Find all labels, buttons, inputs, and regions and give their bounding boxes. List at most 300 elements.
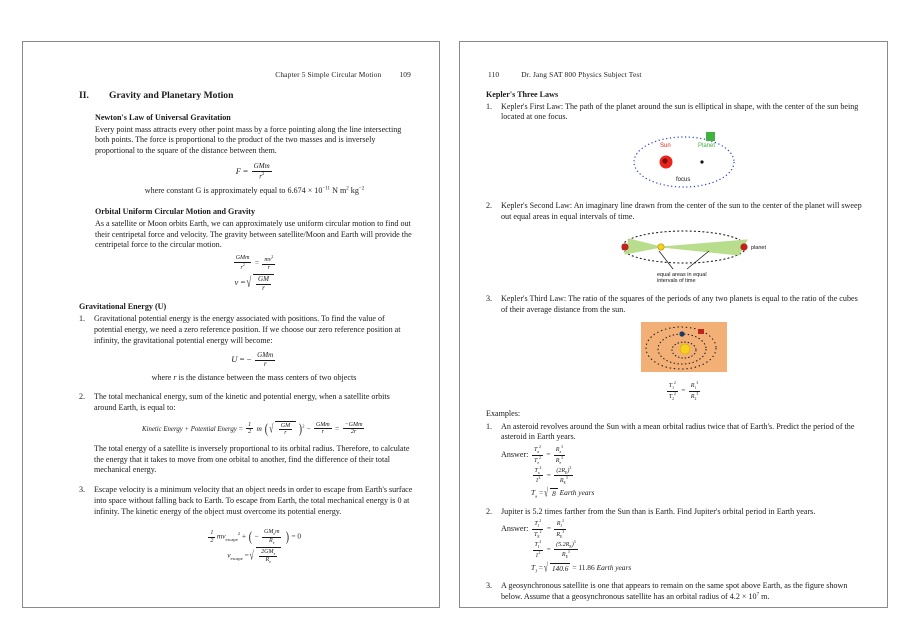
ex2c-lhs: T	[531, 562, 536, 572]
orbital-equation-2	[95, 274, 414, 292]
eq1-den2: r	[267, 264, 270, 271]
k3-t1-exp: 2	[674, 381, 676, 386]
ex1-eq2-left	[533, 466, 544, 485]
swept-area-right	[661, 240, 747, 255]
ex1-d1-var: T	[533, 457, 538, 464]
paren-exponent: 2	[302, 423, 305, 429]
ex2b-d2-exp: 3	[567, 550, 570, 555]
ev-open-paren: (	[248, 529, 252, 546]
ex1b-d1-exp: 2	[538, 476, 541, 481]
page-number-right: 110	[488, 70, 500, 79]
ex2b-d2-var: R	[561, 552, 566, 559]
orbital-block	[95, 207, 414, 292]
k3-t1-var: T	[668, 383, 673, 390]
eq-sign: =	[243, 165, 249, 176]
ev-v-sub: escape	[225, 537, 238, 543]
ev-half-num: 1	[210, 530, 214, 537]
te-t3-num: −GMm	[344, 421, 363, 428]
ev2-fraction	[259, 549, 277, 565]
list-item-number: 1.	[486, 101, 493, 111]
kepler-heading: Kepler's Three Laws	[486, 90, 559, 99]
list-item-number: 3.	[486, 580, 493, 590]
ev-den	[262, 538, 281, 545]
planet-label: planet	[750, 245, 766, 252]
ex2-n1-var: T	[534, 521, 538, 528]
ex3-text-pre: A geosynchronous satellite is one that appears to remain on the same spot above Earth, as the figure shown below. Assume that a geosynchronous satellite has an orbital radius of 4.2 × 10	[501, 580, 848, 601]
answer-label: Answer:	[501, 449, 529, 459]
note-pre: where	[151, 372, 174, 382]
newton-heading: Newton's Law of Universal Gravitation	[95, 113, 231, 122]
ev-plus: +	[241, 531, 247, 541]
ex2-d2-exp: 3	[562, 529, 565, 534]
list-item-number: 1.	[79, 314, 86, 324]
ex2b-n2	[554, 540, 577, 550]
eq1-right-fraction	[262, 255, 275, 271]
caption-post: N m	[330, 186, 347, 196]
list-item	[79, 314, 414, 383]
ex1-d1-sub: e	[537, 460, 539, 465]
eq-denominator	[252, 172, 272, 181]
ex2-d2-sub: E	[560, 534, 563, 539]
planet-red	[698, 329, 704, 334]
pe-num: GMm	[257, 351, 274, 360]
sun-body	[657, 244, 663, 250]
eq-den-var: r	[259, 171, 262, 180]
list-item-text	[501, 581, 847, 601]
list-item	[486, 507, 866, 573]
ex1-eq1-left	[532, 445, 543, 465]
ex1-d1	[532, 456, 543, 465]
ex2-eq2-sign: =	[546, 544, 551, 554]
eq1-num1: GMm	[235, 255, 250, 262]
ev-half-den: 2	[210, 537, 214, 544]
k3-t2-var: T	[668, 393, 673, 400]
te-minus: −	[306, 423, 311, 433]
ex2b-d1-var: 1	[535, 552, 539, 559]
te-eq2: =	[335, 423, 340, 433]
ev-equals-zero: = 0	[291, 531, 302, 541]
ex1b-n2-sub: E	[565, 471, 568, 476]
ev-v-exp: 2	[237, 531, 241, 537]
list-item-text: An asteroid revolves around the Sun with a mean orbital radius twice that of Earth's. Predict the period of the asteroid in Earth years.	[501, 421, 855, 442]
kepler-laws-list	[486, 102, 866, 401]
sun-body	[680, 344, 690, 354]
k3-t2	[667, 392, 678, 401]
ex1b-d2-exp: 3	[565, 476, 568, 481]
leader-line-right	[687, 251, 709, 269]
sun-core	[662, 159, 667, 164]
planet-dark	[679, 331, 684, 336]
list-item	[79, 392, 414, 476]
ex2-n1-sub: J	[537, 524, 540, 529]
figure-caption-line2: intervals of time	[656, 278, 696, 284]
ev-close-paren: )	[285, 529, 289, 546]
grav-energy-list	[79, 314, 414, 564]
ex2b-n2-sub: E	[569, 545, 572, 550]
example-2-answer-line-2	[531, 540, 866, 560]
ex2-n1-exp: 2	[539, 519, 542, 524]
ex2b-n1-exp: 2	[539, 540, 542, 545]
ex2b-n1	[533, 540, 544, 550]
te-den: r	[284, 430, 287, 437]
swept-area-left	[625, 239, 661, 254]
book-running-head: Dr. Jang SAT 800 Physics Subject Test	[521, 70, 642, 79]
kepler-second-law-svg	[599, 227, 769, 283]
list-item-number: 1.	[486, 421, 493, 431]
list-item-text: Kepler's Second Law: An imaginary line drawn from the center of the sun to the center of the planet will sweep out equal areas in equal intervals of time.	[501, 200, 862, 221]
planet-right	[740, 244, 747, 251]
ev-num-gm: GM	[264, 529, 274, 536]
ev-mass: m	[216, 531, 223, 541]
list-item	[486, 581, 866, 603]
ex2-eq2-right	[554, 540, 577, 560]
ex1b-d1	[533, 476, 544, 485]
pe-sign: =	[239, 354, 245, 365]
figure-caption-line1: equal areas in equal	[656, 272, 707, 279]
eq1-left-fraction	[234, 255, 252, 271]
eq1-den1	[234, 263, 252, 272]
ex1c-lhs: T	[531, 488, 536, 498]
escape-velocity-equation-1	[94, 529, 414, 545]
k3-t2-sub: 2	[672, 396, 675, 401]
ex1-n1	[532, 445, 543, 455]
k3-r1	[689, 381, 700, 391]
caption-exponent-2: 2	[346, 186, 349, 192]
kepler-third-law-figure	[501, 322, 866, 376]
focus-label: focus	[675, 177, 690, 184]
caption-pre: where constant G is approximately equal to 6.674 × 10	[144, 186, 323, 196]
kepler-second-law-figure	[501, 227, 866, 287]
ex2-n2-exp: 3	[561, 519, 564, 524]
example-2-answer-line-1	[501, 519, 866, 539]
k3-r2-var: R	[690, 393, 695, 400]
half-num: 1	[248, 421, 252, 428]
ex2-eq1-right	[554, 519, 566, 539]
ev2-sqrt	[251, 547, 281, 565]
newton-caption	[95, 186, 414, 197]
list-item	[486, 294, 866, 401]
ev-v: v	[222, 531, 226, 541]
ev2-sign: =	[244, 550, 249, 560]
k3-right-fraction	[689, 381, 700, 401]
k3-sign: =	[681, 385, 686, 395]
eq1-den1-exp: 2	[242, 262, 245, 267]
list-item-number: 3.	[486, 294, 493, 304]
ex2b-d1-exp: 2	[538, 550, 541, 555]
planet-label: Planet	[697, 143, 715, 150]
open-paren: (	[264, 420, 268, 437]
eq-lhs: F	[235, 165, 241, 176]
te-t2-den: r	[321, 429, 324, 436]
eq2-fraction	[256, 276, 271, 292]
ex1-d2-var: R	[555, 457, 560, 464]
ex1b-d2-sub: E	[563, 481, 566, 486]
potential-energy-note	[94, 373, 414, 384]
ex1c-radicand: 8	[552, 489, 556, 499]
eq-den-exponent: 2	[261, 170, 265, 176]
ev2-lhs-sub: escape	[230, 555, 243, 561]
mass-symbol: m	[256, 423, 262, 433]
caption-exponent: −11	[322, 186, 331, 192]
ex1c-unit: Earth years	[559, 488, 595, 498]
eq2-sign: =	[240, 277, 246, 288]
ex1b-d2	[554, 476, 573, 485]
focus-point	[700, 161, 703, 164]
eq1-den1-var: r	[240, 264, 243, 271]
eq2-num: √ GM	[258, 275, 269, 284]
ex2c-sign2: =	[572, 562, 577, 572]
example-1-answer-line-3	[531, 488, 866, 498]
ev2-radicand	[256, 547, 281, 565]
ev-den-sub: e	[272, 540, 275, 545]
k3-r2	[689, 392, 700, 401]
total-energy-equation: Kinetic Energy + Potential Energy = $\frac{1}{2}$ m ( √ $\frac{GM}{r}$ )$^2$ − $\frac{\text{GMm}}{r}$ = $\frac{\text{−GMm}}{2r}$	[94, 421, 414, 437]
ex2b-n2-exp: 3	[573, 539, 576, 544]
te-sqrt	[270, 421, 295, 437]
section-number: II.	[79, 90, 89, 101]
k3-t2-exp: 2	[674, 391, 676, 396]
ex1-eq1	[530, 445, 566, 465]
ex1-eq2-right	[554, 466, 573, 486]
grav-energy-heading: Gravitational Energy (U)	[79, 302, 167, 312]
ev-num-sub: e	[273, 532, 276, 537]
ex3-text-exponent: 7	[756, 591, 760, 597]
kepler-third-law-equation	[501, 381, 866, 401]
gravitational-energy-block	[79, 302, 414, 564]
te-num: √ GM	[280, 422, 291, 429]
ex2-n2-var: R	[556, 521, 561, 528]
newton-equation	[95, 163, 414, 181]
page-left	[22, 41, 440, 608]
ex2b-d2-sub: E	[565, 555, 568, 560]
list-item-number: 2.	[486, 200, 493, 210]
ev2-den-sub: e	[269, 560, 271, 565]
list-item-text: Kepler's First Law: The path of the planet around the sun is elliptical in shape, with the center of the sun being located at one focus.	[501, 101, 859, 122]
section-heading	[79, 90, 414, 101]
answer-label: Answer:	[501, 523, 529, 533]
planet-left	[621, 244, 628, 251]
ex1-d2	[554, 456, 565, 465]
ex1-n1-sub: a	[537, 450, 539, 455]
eq1-num2-var: mv	[264, 257, 272, 264]
page-number-left: 109	[399, 70, 411, 79]
note-var: r	[173, 372, 177, 382]
ex1b-n1-sub: a	[537, 471, 540, 476]
ex3-text-post: m.	[759, 591, 770, 601]
half-fraction	[246, 422, 253, 436]
ex2-d2-var: R	[556, 531, 561, 538]
ex1-n1-var: T	[533, 447, 538, 454]
ex2b-n2-var: (5.2R	[556, 541, 570, 548]
ex2-d1-var: T	[533, 531, 538, 538]
ex1-d1-exp: 2	[538, 455, 541, 460]
ex2-n1	[532, 519, 544, 529]
eq2-sqrt	[248, 274, 275, 292]
ex1b-n2-post: )	[567, 467, 570, 474]
list-item-text: The total mechanical energy, sum of the kinetic and potential energy, when a satellite orbits around Earth, is equal to:	[94, 392, 390, 413]
ex2c-result: 11.86	[578, 562, 595, 572]
ex2-eq1-left	[532, 519, 544, 539]
pe-lhs: U	[231, 354, 238, 365]
ex2c-radicand: 140.6	[551, 563, 569, 573]
running-head-right	[488, 70, 642, 79]
ex1-n2-exp: 3	[561, 445, 563, 450]
ex2b-n2-post: )	[571, 541, 574, 548]
examples-list	[486, 422, 866, 603]
eq-fraction	[252, 163, 272, 181]
chapter-running-head: Chapter 5 Simple Circular Motion	[275, 70, 382, 79]
ev2-num-var: 2GM	[261, 549, 274, 555]
ex1-n1-exp: 2	[538, 445, 541, 450]
ex2-d1	[532, 530, 544, 539]
planet-body	[706, 132, 715, 141]
ev-num	[262, 529, 281, 537]
ex1c-sign: =	[539, 488, 544, 498]
ev-num-m: m	[275, 529, 280, 536]
ev2-num-sub: e	[273, 552, 276, 557]
ex2c-unit: Earth years	[596, 562, 632, 572]
ex2b-n1-var: T	[534, 542, 538, 549]
te-term3	[343, 422, 365, 436]
caption-exponent-3: −2	[358, 186, 365, 192]
eq1-num2-exp: 2	[271, 255, 274, 260]
te-fraction	[279, 423, 292, 437]
kepler-third-law-svg	[641, 322, 727, 372]
example-2-answer-line-3	[531, 563, 866, 573]
ev-fraction	[262, 529, 281, 545]
list-item-text: Escape velocity is a minimum velocity that an object needs in order to escape from Earth's surface into space without falling back to Earth. To escape from Earth, the total mechanical energy is 0 at infinity. The kinetic energy of the object must overcome its potential energy.	[94, 485, 413, 516]
ex1b-n2-exp: 3	[569, 465, 572, 470]
te-term2	[314, 422, 332, 436]
ex2b-n1-sub: J	[537, 545, 540, 550]
caption-post-2: kg	[348, 186, 359, 196]
orbital-equation-1	[95, 255, 414, 271]
list-item	[486, 201, 866, 287]
ex2-d2	[554, 530, 566, 539]
ev-minus: −	[254, 531, 259, 541]
orbital-heading: Orbital Uniform Circular Motion and Gravity	[95, 207, 255, 217]
list-item-number: 2.	[486, 506, 493, 516]
eq1-num2	[262, 255, 275, 265]
potential-energy-equation	[94, 352, 414, 368]
ev2-lhs: v	[227, 550, 231, 560]
list-item	[486, 102, 866, 194]
half-den: 2	[248, 429, 252, 436]
list-item-text: Jupiter is 5.2 times farther from the Sun than is Earth. Find Jupiter's orbital period in Earth years.	[501, 506, 816, 516]
k3-t1	[667, 381, 678, 391]
list-item-number: 3.	[79, 485, 86, 495]
ex1-n2-var: R	[555, 447, 560, 454]
eq2-radicand	[253, 274, 275, 292]
eq-numerator: GMm	[253, 161, 270, 170]
te-t2-num: GMm	[315, 421, 330, 428]
page-right	[459, 41, 888, 608]
list-item	[79, 485, 414, 564]
ex2b-d2	[554, 550, 577, 559]
ex1-eq1-right	[554, 445, 565, 465]
list-item-text: Kepler's Third Law: The ratio of the squares of the periods of any two planets is equal to the ratio of the cubes of their average distance from the sun.	[501, 294, 858, 314]
eq2-den: r	[262, 283, 265, 292]
eq1-sign: =	[254, 257, 259, 267]
ex1b-n2	[554, 466, 573, 476]
ex1b-d1-var: 1	[535, 478, 539, 485]
k3-r1-sub: 1	[694, 386, 697, 391]
ex1b-n2-var: (2R	[556, 467, 566, 474]
ex1b-n1	[533, 466, 544, 476]
list-item-number: 2.	[79, 392, 86, 402]
pe-fraction	[255, 352, 275, 368]
k3-t1-sub: 1	[672, 386, 675, 391]
ex1c-sqrt	[545, 488, 558, 498]
energy-sum-label: Kinetic Energy + Potential Energy	[142, 425, 237, 433]
ex2-n2	[554, 519, 566, 529]
ex2c-lhs-sub: J	[535, 567, 537, 573]
list-item-text: Gravitational potential energy is the energy associated with positions. To find the value of potential energy, we need a zero reference position. If we choose our zero reference position at infinity, the gravitational potential energy will become:	[94, 314, 401, 345]
ex2-n2-sub: J	[560, 524, 562, 529]
ex1-d2-sub: e	[559, 460, 562, 465]
ex1c-lhs-sub: a	[535, 493, 538, 499]
close-paren: )	[298, 420, 302, 437]
ex1-n2-sub: a	[559, 450, 562, 455]
ex2-eq2-left	[533, 540, 544, 559]
ex1-d2-exp: 3	[561, 455, 563, 460]
escape-velocity-equation-2	[94, 547, 414, 565]
ex2c-sqrt	[545, 563, 571, 573]
running-head-left	[275, 70, 411, 79]
k3-r2-sub: 2	[694, 396, 697, 401]
ex2-eq1-sign: =	[546, 523, 552, 533]
sun-label: Sun	[659, 143, 671, 150]
example-1-answer-line-1	[501, 445, 866, 465]
section-title: Gravity and Planetary Motion	[109, 90, 234, 101]
note-post: is the distance between the mass centers of two objects	[176, 372, 357, 382]
leader-line-left	[659, 251, 673, 269]
ex1-n2	[554, 445, 565, 455]
ev2-num	[259, 549, 277, 557]
k3-r1-var: R	[690, 383, 695, 390]
ex1-eq1-sign: =	[546, 449, 551, 459]
kepler-first-law-figure	[501, 128, 866, 194]
kepler-first-law-svg	[620, 128, 748, 190]
ex2b-d1	[533, 551, 544, 560]
orbital-body: As a satellite or Moon orbits Earth, we can approximately use uniform circular motion to find out their centripetal force and velocity. The gravity between satellite/Moon and Earth will provide the centripetal force to the circular motion.	[95, 218, 412, 250]
k3-r1-exp: 3	[696, 381, 699, 386]
ex2-d1-exp: 2	[539, 529, 542, 534]
k3-left-fraction	[667, 381, 678, 401]
k3-r2-exp: 3	[696, 391, 699, 396]
ev-den-r: R	[269, 537, 273, 544]
total-energy-note: The total energy of a satellite is inversely proportional to its orbital radius. Therefore, to calculate the energy that it takes to move from one orbital to another, find the difference of their total mechanical energy.	[94, 443, 410, 475]
newton-body: Every point mass attracts every other point mass by a force pointing along the line intersecting both points. The force is proportional to the product of the two masses and is inversely proportional to the square of the distance between them.	[95, 124, 402, 156]
te-t3-den: 2r	[350, 429, 357, 436]
ev2-den-var: R	[265, 557, 270, 564]
ev-half-fraction	[208, 530, 215, 544]
examples-heading: Examples:	[486, 408, 521, 418]
eq2-lhs: v	[234, 277, 239, 288]
ex2c-sign: =	[538, 562, 543, 572]
te-radicand	[275, 421, 295, 437]
pe-minus: −	[246, 354, 252, 365]
example-1-answer-line-2	[531, 466, 866, 486]
ex1-eq2-sign: =	[546, 470, 551, 480]
ex1b-d2-var: R	[559, 478, 564, 485]
newton-block	[95, 113, 414, 197]
pe-den: r	[263, 360, 267, 369]
ev2-den	[259, 557, 277, 564]
list-item	[486, 422, 866, 499]
ex1b-n1-var: T	[534, 468, 538, 475]
ex2-d1-sub: E	[537, 534, 540, 539]
